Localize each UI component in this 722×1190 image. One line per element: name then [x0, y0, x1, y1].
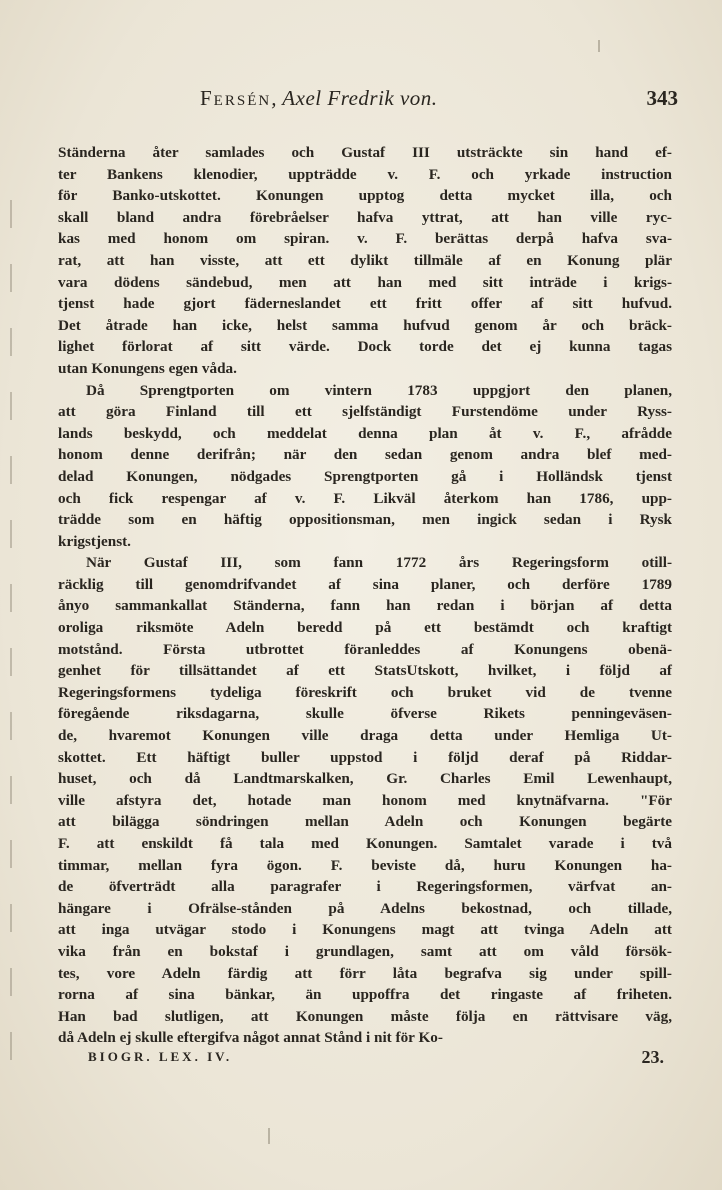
text-line: föregående riksdagarna, skulle öfverse Rikets penningeväsen-	[58, 705, 672, 723]
text-line: ånyo sammankallat Ständerna, fann han redan i början af detta	[58, 597, 672, 615]
text-line: då Adeln ej skulle eftergifva något annat Stånd i nit för Ko-	[58, 1029, 443, 1047]
text-line: kas med honom om spiran. v. F. berättas derpå hafva sva-	[58, 230, 672, 248]
text-line: att bilägga söndringen mellan Adeln och Konungen begärte	[58, 813, 672, 831]
running-header	[60, 86, 692, 116]
text-line: Ständerna åter samlades och Gustaf III utsträckte sin hand ef-	[58, 144, 672, 161]
text-line: tes, vore Adeln färdig att förr låta begrafva sig under spill-	[58, 964, 672, 982]
page-number: 343	[646, 86, 678, 110]
text-line: de, hvaremot Konungen ville draga detta under Hemliga Ut-	[58, 727, 672, 745]
text-line: timmar, mellan fyra ögon. F. beviste då, huru Konungen ha-	[58, 856, 672, 874]
text-line: Regeringsformens tydeliga föreskrift och bruket vid de tvenne	[58, 683, 672, 701]
text-line: Då Sprengtporten om vintern 1783 uppgjort den planen,	[86, 381, 672, 399]
text-line: honom denne derifrån; när den sedan genom andra blef med-	[58, 446, 672, 464]
text-line: skottet. Ett häftigt buller uppstod i följd deraf på Riddar-	[58, 748, 672, 766]
text-line: krigstjenst.	[58, 532, 131, 550]
running-title-rest: , Axel Fredrik von.	[271, 86, 438, 110]
text-line: lighet förlorat af sitt värde. Dock torde det ej kunna tagas	[58, 338, 672, 356]
text-line: motstånd. Första utbrottet föranleddes af Konungens obenä-	[58, 640, 672, 658]
text-line: huset, och då Landtmarskalken, Gr. Charles Emil Lewenhaupt,	[58, 770, 672, 788]
paper-speck	[268, 1128, 270, 1144]
text-line: räcklig till genomdrifvandet af sina planer, och derföre 1789	[58, 575, 672, 593]
signature-mark: BIOGR. LEX. IV.	[88, 1049, 233, 1064]
text-line: rat, att han visste, att ett dylikt tillmäle af en Konung plär	[58, 251, 672, 269]
text-line: utan Konungens egen våda.	[58, 359, 237, 377]
body-text	[58, 142, 672, 1049]
text-line: ter Bankens klenodier, uppträdde v. F. och yrkade instruction	[58, 165, 672, 183]
text-line: delad Konungen, nödgades Sprengtporten gå i Holländsk tjenst	[58, 467, 672, 485]
text-line: Han bad slutligen, att Konungen måste följa en rättvisare väg,	[58, 1007, 672, 1025]
text-line: trädde som en häftig oppositionsman, men ingick sedan i Rysk	[58, 511, 672, 529]
text-line: genhet för tillsättandet af ett StatsUtskott, hvilket, i följd af	[58, 662, 672, 680]
text-line: När Gustaf III, som fann 1772 års Regeringsform otill-	[86, 554, 672, 572]
text-line: att inga utvägar stodo i Konungens magt att tvinga Adeln att	[58, 921, 672, 939]
running-title	[200, 86, 438, 111]
text-line: lands beskydd, och meddelat denna plan åt v. F., afrådde	[58, 424, 672, 442]
running-title-name: Fersén	[200, 86, 272, 110]
text-line: för Banko-utskottet. Konungen upptog detta mycket illa, och	[58, 187, 672, 205]
text-line: och fick respengar af v. F. Likväl återkom han 1786, upp-	[58, 489, 672, 507]
text-line: F. att enskildt få tala med Konungen. Samtalet varade i två	[58, 835, 672, 852]
text-line: vika från en bokstaf i grundlagen, samt att om våld försök-	[58, 942, 672, 960]
text-line: skall bland andra förebråelser hafva yttrat, att han ville ryc-	[58, 208, 672, 226]
text-line: att göra Finland till ett sjelfständigt Furstendöme under Ryss-	[58, 403, 672, 421]
text-line: vara dödens sändebud, men att han med sitt inträde i krigs-	[58, 273, 672, 291]
sheet-number: 23.	[641, 1047, 664, 1067]
text-line: Det åtrade han icke, helst samma hufvud genom år och bräck-	[58, 316, 672, 334]
text-line: tjenst hade gjort fäderneslandet ett fritt offer af sitt hufvud.	[58, 295, 672, 313]
text-line: hängare i Ofrälse-stånden på Adelns bekostnad, och tillade,	[58, 899, 672, 917]
text-line: rorna af sina bänkar, än uppoffra det ringaste af friheten.	[58, 986, 672, 1004]
text-line: oroliga riksmöte Adeln beredd på ett bestämdt och kraftigt	[58, 619, 672, 637]
margin-shadow	[10, 200, 12, 1080]
text-line: de öfverträdt alla paragrafer i Regeringsformen, värfvat an-	[58, 878, 672, 896]
text-line: ville afstyra det, hotade man honom med knytnäfvarna. "För	[58, 791, 672, 809]
page-footer	[88, 1049, 678, 1073]
paper-speck	[598, 40, 600, 52]
